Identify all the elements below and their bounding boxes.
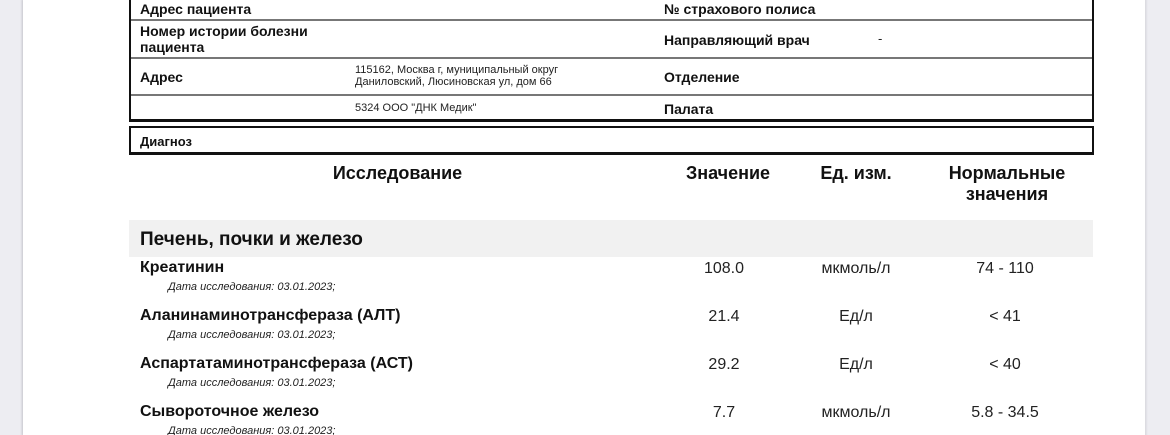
test-value: 7.7 bbox=[712, 404, 736, 421]
test-normal-range: < 40 bbox=[989, 356, 1021, 373]
info-row-address bbox=[131, 59, 1092, 96]
page-shadow-right bbox=[1145, 0, 1148, 435]
ward-label: Палата bbox=[664, 101, 714, 117]
test-value: 21.4 bbox=[708, 308, 740, 325]
table-row bbox=[129, 401, 1093, 435]
test-name: Аспартатаминотрансфераза (АСТ) bbox=[140, 355, 413, 372]
section-header-liver-kidney-iron bbox=[129, 220, 1093, 257]
test-unit: мкмоль/л bbox=[821, 260, 891, 277]
referring-doctor-value: - bbox=[878, 31, 883, 46]
department-label: Отделение bbox=[664, 69, 740, 85]
test-name: Сывороточное железо bbox=[140, 403, 320, 420]
medical-record-label-line1: Номер истории болезни bbox=[140, 23, 308, 39]
info-row-organization bbox=[131, 96, 1092, 119]
test-date: Дата исследования: 03.01.2023; bbox=[168, 281, 336, 293]
test-name: Креатинин bbox=[140, 259, 225, 276]
info-row-patient-address bbox=[131, 0, 1092, 21]
address-value-line2: Даниловский, Люсиновская ул, дом 66 bbox=[355, 76, 552, 88]
info-row-medical-record bbox=[131, 21, 1092, 59]
column-header-value: Значение bbox=[685, 163, 771, 183]
test-unit: Ед/л bbox=[839, 356, 873, 373]
column-header-normal-line2: значения bbox=[965, 184, 1049, 204]
column-header-normal-line1: Нормальные bbox=[948, 163, 1066, 183]
patient-info-table bbox=[129, 0, 1094, 122]
insurance-policy-label: № страхового полиса bbox=[664, 1, 816, 17]
address-value-line1: 115162, Москва г, муниципальный округ bbox=[355, 64, 559, 76]
address-label: Адрес bbox=[140, 69, 183, 85]
test-normal-range: < 41 bbox=[989, 308, 1021, 325]
test-unit: Ед/л bbox=[839, 308, 873, 325]
test-normal-range: 5.8 - 34.5 bbox=[971, 404, 1039, 421]
organization-value: 5324 ООО "ДНК Медик" bbox=[355, 102, 477, 114]
medical-record-label-line2: пациента bbox=[140, 39, 205, 55]
referring-doctor-label: Направляющий врач bbox=[664, 32, 810, 48]
table-row bbox=[129, 257, 1093, 305]
test-value: 29.2 bbox=[708, 356, 740, 373]
table-row bbox=[129, 305, 1093, 353]
diagnosis-box bbox=[129, 126, 1094, 155]
test-name: Аланинаминотрансфераза (АЛТ) bbox=[140, 307, 401, 324]
column-header-study: Исследование bbox=[332, 163, 463, 183]
column-header-unit: Ед. изм. bbox=[820, 163, 892, 183]
section-title: Печень, почки и железо bbox=[140, 229, 363, 250]
table-row bbox=[129, 353, 1093, 401]
test-normal-range: 74 - 110 bbox=[976, 260, 1034, 277]
patient-address-label: Адрес пациента bbox=[140, 1, 252, 17]
test-date: Дата исследования: 03.01.2023; bbox=[168, 377, 336, 389]
test-date: Дата исследования: 03.01.2023; bbox=[168, 425, 336, 435]
diagnosis-label: Диагноз bbox=[140, 134, 192, 149]
test-date: Дата исследования: 03.01.2023; bbox=[168, 329, 336, 341]
test-unit: мкмоль/л bbox=[821, 404, 891, 421]
test-value: 108.0 bbox=[703, 260, 745, 277]
